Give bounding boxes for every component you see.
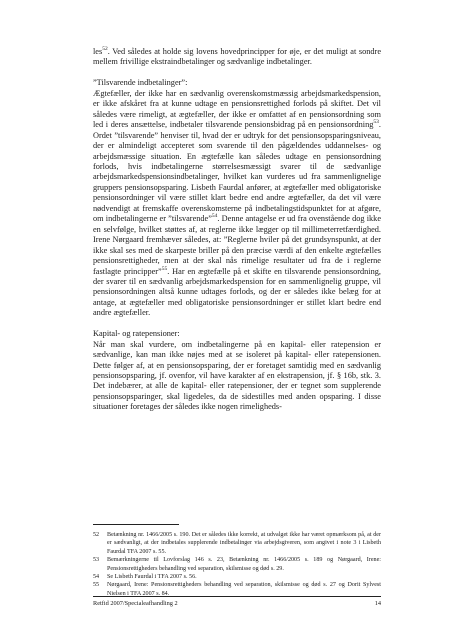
footnote xyxy=(93,573,381,581)
footnote-ref: 53 xyxy=(373,119,379,126)
section-heading: ”Tilsvarende indbetalinger”: xyxy=(93,78,188,88)
footnote xyxy=(93,531,381,556)
footnote-divider xyxy=(93,524,179,525)
footnote-text: Bemærkningerne til Lovforslag 146 s. 23, Betænkning nr. 1466/2005 s. 189 og Nørgaard, Irene: Pensionsrettigheders behandling ved separation, skilsmisse og død s. 29. xyxy=(107,557,381,572)
footnote-ref: 54 xyxy=(211,213,218,220)
footnote-number: 52 xyxy=(93,532,100,538)
footnote-ref: 52 xyxy=(102,46,108,53)
footnotes xyxy=(93,531,381,598)
body-text xyxy=(93,47,381,413)
footer-divider xyxy=(93,596,381,597)
footnote-number: 53 xyxy=(93,557,100,564)
section-heading: Kapital- og ratepensioner: xyxy=(93,329,180,339)
footnote-ref: 55 xyxy=(161,265,168,272)
footnote-number: 54 xyxy=(93,574,100,581)
footnote-text: Betænkning nr. 1466/2005 s. 190. Det er således ikke korrekt, at udvalget ikke har været opmærksom på, at der er sædvanligt, at der indbetales supplerende indbetalinger via arbejdsgiveren, som angivet i note 3 i Lisbeth Faurdal TFA 2007 s. 55. xyxy=(107,532,381,555)
paragraph-kapital: Når man skal vurdere, om indbetalingerne på en kapital- eller ratepension er sædvanlige, kan man ikke nøjes med at se isoleret på kapital- eller ratepensionen. Dette følger af, at en pensionsopsparing, der er foretaget samtidig med en sædvanlig pensionsopsparing, jf. ovenfor, vil have karakter af en ekstrapension, jf. § 16b, stk. 3. Det indebærer, at alle de kapital- eller ratepensioner, der er tegnet som supplerende pensionsopsparinger, skal ligedeles, da de sidestilles med anden opsparing. I disse situationer foretages der således ikke nogen rimeligheds- xyxy=(93,339,381,412)
text-run: les xyxy=(93,47,103,56)
text-run: Ægtefæller, der ikke har en sædvanlig overenskomstmæssig arbejdsmarkedspension, er ikke afskåret fra at kunne udtage en pensionsrettighed forlods på skiftet. Det vil således være rimeligt, at ægtefæller, der ikke er omfattet af en pensionsordning som led i deres ansættelse, indbetaler tilsvarende pensionsbidrag på en pensionsordning xyxy=(93,88,381,130)
text-run: . Ved således at holde sig lovens hovedprincipper for øje, er det muligt at sondre mellem frivillige ekstraindbetalinger og sædvanlige indbetalinger. xyxy=(93,47,381,67)
page-number: 14 xyxy=(374,600,381,607)
page-footer xyxy=(93,600,381,607)
footnote-text: Se Lisbeth Faurdal i TFA 2007 s. 56. xyxy=(107,574,197,581)
footnote-number: 55 xyxy=(93,582,100,589)
footnote xyxy=(93,556,381,573)
paragraph-intro xyxy=(93,47,381,68)
paragraph-tilsvarende xyxy=(93,89,381,319)
text-run: . Har en ægtefælle på et skifte en tilsvarende pensionsordning, der svarer til en sædvanlig arbejdsmarkedspension for en sammenlignelig gruppe, vil pensionsordningen altså kunne udtages forlods, og der er således ikke belæg for at antage, at ægtefæller med obligatoriske pensionsordninger er stillet klart bedre end andre ægtefæller. xyxy=(93,266,381,318)
text-run: . Denne antagelse er ud fra ovenstående dog ikke en selvfølge, hvilket støttes af, at reglerne ikke lægger op til millimeterretfærdighed. Irene Nørgaard fremhæver således, at: ”Reglerne hviler på det grundsynspunkt, at der ikke skal ses med de skarpeste briller på den præcise værdi af den enkelte ægtefælles pensionsrettigheder, men at der skal nås rimelige resultater ud fra de i reglerne fastlagte principper” xyxy=(93,214,382,276)
footer-publication: Retfid 2007/Specialeafhandling 2 xyxy=(93,600,178,607)
footnote-text: Nørgaard, Irene: Pensionsrettigheders behandling ved separation, skilsmisse og død s. 27 og Dorit Sylvest Nielsen i TFA 2007 s. 84. xyxy=(107,582,381,597)
text-run: . Ordet ”tilsvarende” henviser til, hvad der er udtryk for det pensionsopsparingsniveau, der er almindeligt accepteret som svarende til den pågældendes uddannelses- og arbejdsmæssige situation. En ægtefælle kan således udtage en pensionsordning forlods, hvis indbetalingerne størrelsesmæssigt svarer til de sædvanlige arbejdsmarkedspensionsindbetalinger, hvilket kan vurderes ud fra sammenlignelige gruppers pensionsopsparing. Lisbeth Faurdal anfører, at ægtefæller med obligatoriske pensionsordninger vil være stillet klart bedre end andre ægtefæller, da det vil være nødvendigt at fremskaffe overenskomsterne på indbetalingstidspunktet for at afgøre, om indbetalingerne er ”tilsvarende” xyxy=(93,120,381,224)
